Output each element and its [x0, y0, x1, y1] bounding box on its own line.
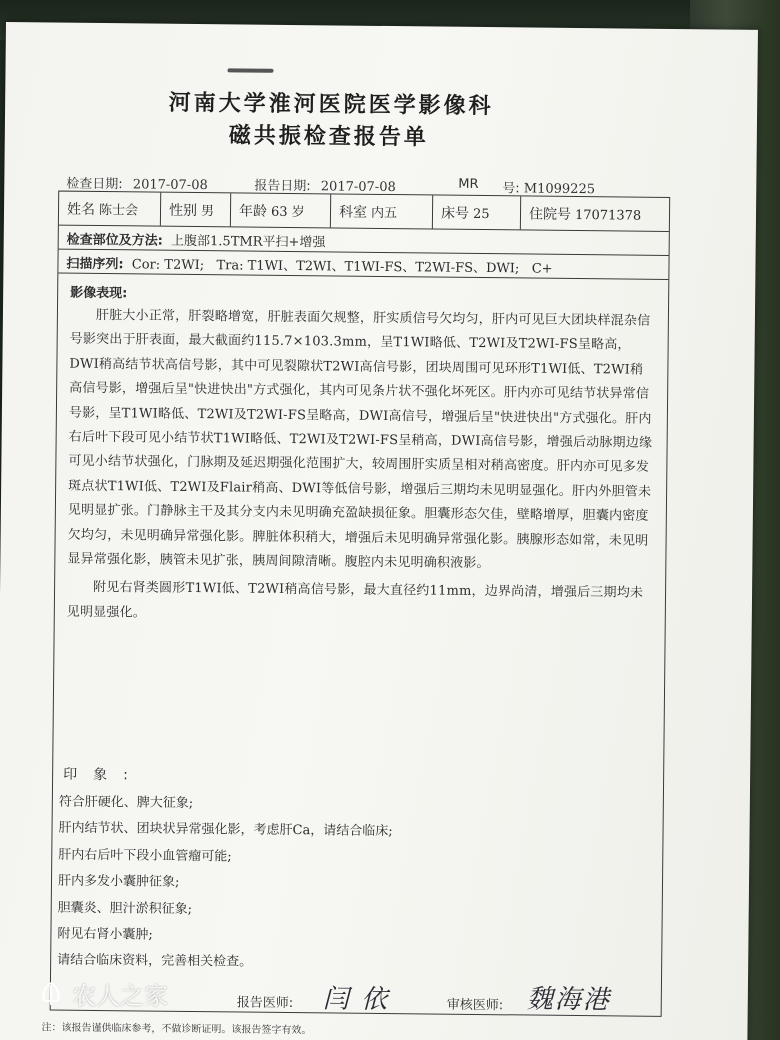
- watermark-text: 农人之家: [72, 982, 168, 1010]
- impression-item: 附见右肾小囊肿;: [57, 926, 153, 943]
- name-cell: [59, 192, 161, 226]
- exam-part-label: 检查部位及方法:: [66, 232, 163, 249]
- exam-part: [67, 229, 326, 251]
- findings-paragraph-1: 肝脏大小正常，肝裂略增宽，肝脏表面欠规整，肝实质信号欠均匀，肝内可见巨大团块样混杂信号影突出于肝表面，最大截面约115.7×103.3mm，呈T1WI略低、T2WI及T2WI-FS呈略高，DWI稍高结节状高信号影，其中可见裂隙状T2WI高信号影，团块周围可见环形T1WI低、T2WI稍高信号影，增强后呈"快进快出"方式强化，其内可见条片状不强化坏死区。肝内亦可见结节状异常信号影，呈T1WI略低、T2WI及T2WI-FS呈略高，DWI高信号，增强后呈"快进快出"方式强化。肝内右后叶下段可见小结节状T1WI略低、T2WI及T2WI-FS呈稍高，DWI高信号影，增强后动脉期边缘可见小结节状强化，门脉期及延迟期强化范围扩大，较周围肝实质呈相对稍高密度。肝内亦可见多发斑点状T1WI低、T2WI及Flair稍高、DWI等低信号影，增强后三期均未见明显强化。肝内外胆管未见明显扩张。门静脉主干及其分支内未见明确充盈缺损征象。胆囊形态欠佳，壁略增厚，胆囊内密度欠均匀，未见明确异常强化影。脾脏体积稍大，增强后未见明确异常强化影。胰腺形态如常，未见明显异常强化影，胰管未见扩张，胰周间隙清晰。腹腔内未见明确积液影。: [67, 307, 653, 572]
- exam-date-label: 检查日期:: [66, 176, 123, 193]
- bed-label: 床号: [440, 205, 470, 222]
- report-title: 磁共振检查报告单: [228, 122, 429, 151]
- impression-item: 肝内右后叶下段小血管瘤可能;: [58, 847, 232, 865]
- reporter-label: 报告医师:: [236, 995, 294, 1012]
- footnote: 注：该报告谨供临床参考，不做诊断证明。该报告签字有效。: [41, 1022, 312, 1037]
- age-label: 年龄: [238, 203, 268, 220]
- impression-item: 肝内多发小囊肿征象;: [57, 873, 180, 891]
- report-date-label: 报告日期:: [254, 178, 311, 195]
- impression-item: 胆囊炎、胆汁淤积征象;: [57, 900, 193, 917]
- scan-sequence-value: Cor: T2WI; Tra: T1WI、T2WI、T1WI-FS、T2WI-FS、DWI; C+: [131, 257, 553, 277]
- dept-label: 科室: [338, 204, 368, 221]
- findings-paragraph-2: 附见右肾类圆形T1WI低、T2WI稍高信号影，最大直径约11mm，边界尚清，增强后三期均未见明显强化。: [66, 580, 644, 621]
- scan-sequence-label: 扫描序列:: [66, 256, 124, 273]
- reporter-signature: 闫 依: [322, 984, 390, 1016]
- exam-part-value: 上腹部1.5TMR平扫+增强: [170, 233, 326, 251]
- name-label: 姓名: [66, 201, 96, 218]
- report-date-value: 2017-07-08: [320, 179, 396, 196]
- binder-clip-mark: [227, 68, 273, 72]
- scan-sequence-row: [58, 250, 668, 280]
- exam-date-value: 2017-07-08: [132, 177, 208, 194]
- name-value: 陈士会: [98, 202, 139, 219]
- bed-cell: [433, 195, 521, 229]
- bed-value: 25: [472, 206, 490, 223]
- dept-value: 内五: [370, 205, 398, 222]
- reviewer-label: 审核医师:: [446, 997, 504, 1014]
- admission-label: 住院号: [528, 206, 572, 223]
- findings-heading: 影像表现:: [70, 285, 128, 302]
- sex-cell: [161, 193, 231, 227]
- mr-number: [502, 177, 595, 197]
- impression-item: 符合肝硬化、脾大征象;: [58, 794, 194, 812]
- sex-label: 性别: [168, 202, 198, 220]
- hospital-title: 河南大学淮河医院医学影像科: [168, 89, 494, 120]
- watermark: [36, 976, 168, 1011]
- report-sheet: [0, 22, 758, 1040]
- report-form: [50, 191, 671, 1017]
- admission-value: 17071378: [574, 207, 642, 224]
- impression-item: 请结合临床资料，完善相关检查。: [57, 952, 253, 970]
- report-meta-row: [66, 173, 676, 198]
- age-value: 63 岁: [270, 204, 305, 221]
- dept-cell: [331, 194, 433, 228]
- impression-list: [57, 790, 619, 981]
- impression-heading: 印象:: [63, 766, 144, 784]
- mr-label: MR: [458, 176, 479, 192]
- mr-number-label: 号:: [502, 181, 520, 197]
- admission-cell: [521, 196, 671, 231]
- impression-item: 肝内结节状、团块状异常强化影，考虑肝Ca，请结合临床;: [58, 820, 393, 840]
- findings-body: [67, 304, 656, 631]
- sex-value: 男: [200, 204, 215, 220]
- scan-sequence: [66, 253, 552, 277]
- leaf-logo-icon: [36, 979, 66, 1009]
- age-cell: [231, 193, 331, 227]
- mr-number-value: M1099225: [523, 181, 596, 198]
- reviewer-signature: 魏海港: [526, 984, 611, 1016]
